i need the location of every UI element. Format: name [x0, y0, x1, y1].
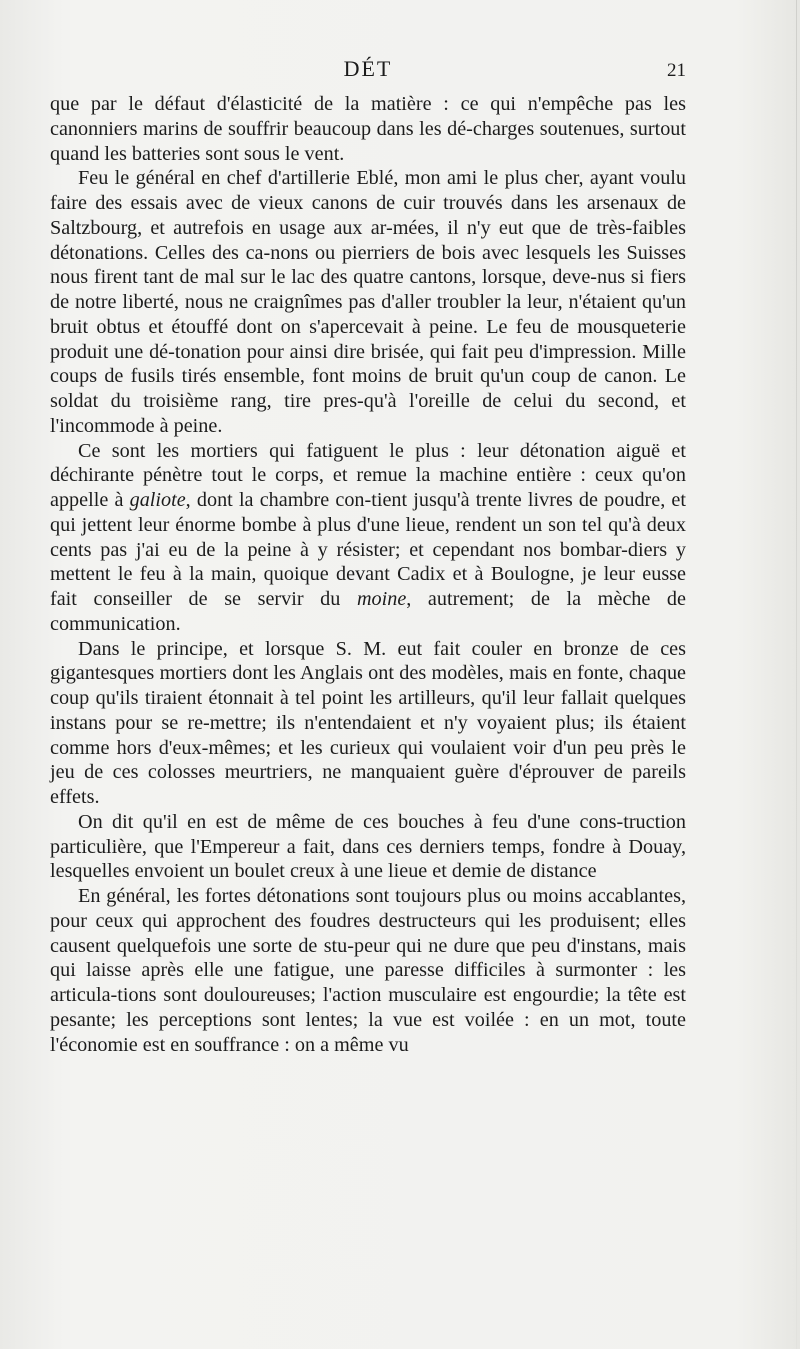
italic-term: galiote — [129, 489, 186, 511]
body-text — [50, 92, 686, 1057]
text-run: , dont la chambre con-tient jusqu'à trente livres de poudre, et qui jettent leur énorme bombe à plus d'une lieue, rendent un son tel qu'à deux cents pas j'ai eu de la peine à y résister; et cependant nos bombar-diers y mettent le feu à la main, quoique devant Cadix et à Boulogne, je leur eusse fait conseiller de se servir du — [50, 489, 687, 610]
paragraph — [50, 92, 686, 166]
page-header — [50, 56, 686, 90]
paragraph — [50, 637, 686, 810]
text-run: En général, les fortes détonations sont toujours plus ou moins accablantes, pour ceux qui approchent des foudres destructeurs qui les produisent; elles causent quelquefois une sorte de stu-peur qui ne dure que peu d'instans, mais qui laisse après elle une fatigue, une paresse difficiles à surmonter : les articula-tions sont douloureuses; l'action musculaire est engourdie; la tête est pesante; les perceptions sont lentes; la vue est voilée : en un mot, toute l'économie est en souffrance : on a même vu — [50, 885, 686, 1056]
text-run: On dit qu'il en est de même de ces bouches à feu d'une cons-truction particulière, que l'Empereur a fait, dans ces derniers temps, fondre à Douay, lesquelles envoient un boulet creux à une lieue et demie de distance — [50, 810, 686, 883]
text-run: Dans le principe, et lorsque S. M. eut fait couler en bronze de ces gigantesques mortiers dont les Anglais ont des modèles, mais en fonte, chaque coup qu'ils tiraient étonnait à tel point les artilleurs, qu'il leur fallait quelques instans pour se re-mettre; ils n'entendaient et n'y voyaient plus; ils étaient comme hors d'eux-mêmes; et les curieux qui voulaient voir d'un peu près le jeu de ces colosses meurtriers, ne manquaient guère d'éprouver de pareils effets. — [50, 637, 686, 808]
text-run: , autrement; de la mèche de communication. — [50, 588, 686, 635]
paragraph — [50, 810, 686, 884]
paragraph — [50, 884, 686, 1057]
text-run: Feu le général en chef d'artillerie Eblé, mon ami le plus cher, ayant voulu faire des essais avec de vieux canons de cuir trouvés dans les arsenaux de Saltzbourg, et autrefois en usage aux ar-mées, il n'y eut que de très-faibles détonations. Celles des ca-nons ou pierriers de bois avec lesquels les Suisses nous firent tant de mal sur le lac des quatre cantons, lorsque, deve-nus si fiers de notre liberté, nous ne craignîmes pas d'aller troubler la leur, n'étaient qu'un bruit obtus et étouffé dont on s'apercevait à peine. Le feu de mousqueterie produit une dé-tonation pour ainsi dire brisée, qui fait peu d'impression. Mille coups de fusils tirés ensemble, font moins de bruit qu'un coup de canon. Le soldat du troisième rang, tire pres-qu'à l'oreille de celui du second, et l'incommode à peine. — [50, 167, 686, 437]
page-edge — [796, 0, 797, 1349]
page-number: 21 — [667, 60, 686, 81]
text-run: que par le défaut d'élasticité de la matière : ce qui n'empêche pas les canonniers marins de souffrir beaucoup dans les dé-charges soutenues, surtout quand les batteries sont sous le vent. — [50, 93, 686, 165]
italic-term: moine — [356, 588, 407, 610]
running-head: DÉT — [343, 56, 393, 81]
text-run: Ce sont les mortiers qui fatiguent le plus : leur détonation aiguë et déchirante pénètre tout le corps, et remue la machine entière : ceux qu'on appelle à — [50, 439, 686, 511]
paragraph — [50, 439, 686, 637]
paragraph — [50, 166, 686, 438]
